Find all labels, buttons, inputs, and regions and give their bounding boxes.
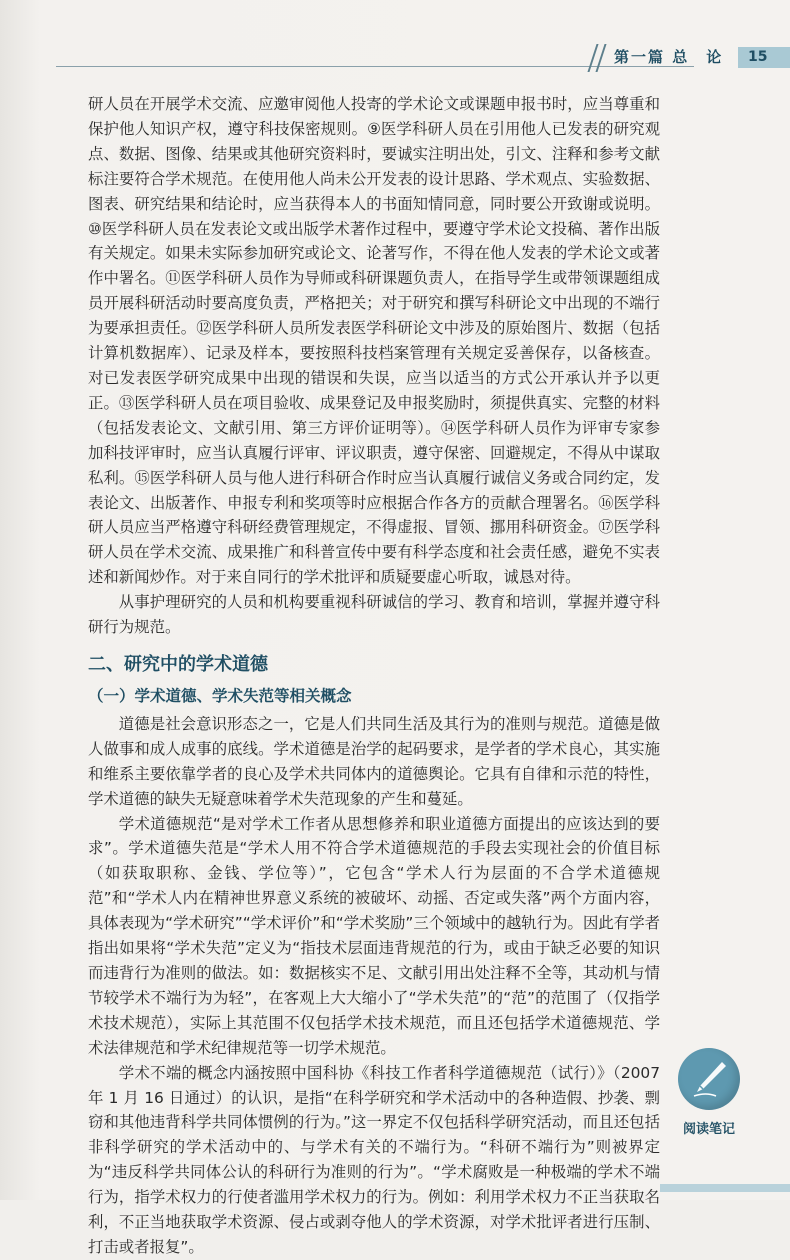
body-paragraph: 学术道德规范“是对学术工作者从思想修养和职业道德方面提出的应该达到的要求”。学术道德失范是“学术人用不符合学术道德规范的手段去实现社会的价值目标（如获取职称、金钱、学位等）”，它包含“学术人行为层面的不合学术道德规范”和“学术人内在精神世界意义系统的被破坏、动摇、否定或失落”两个方面内容，具体表现为“学术研究”“学术评价”和“学术奖励”三个领域中的越轨行为。因此有学者指出如果将“学术失范”定义为“指技术层面违背规范的行为，或由于缺乏必要的知识而违背行为准则的做法。如：数据核实不足、文献引用出处注释不全等，其动机与情节较学术不端行为为轻”，在客观上大大缩小了“学术失范”的“范”的范围了（仅指学术技术规范），实际上其范围不仅包括学术技术规范，而且还包括学术道德规范、学术法律规范和学术纪律规范等一切学术规范。 — [88, 814, 660, 1057]
body-paragraph: 道德是社会意识形态之一，它是人们共同生活及其行为的准则与规范。道德是做人做事和成人成事的底线。学术道德是治学的起码要求，是学者的学术良心，其实施和维系主要依靠学者的良心及学术共同体内的道德舆论。它具有自律和示范的特性，学术道德的缺失无疑意味着学术失范现象的产生和蔓延。 — [88, 714, 660, 808]
body-paragraph: 学术不端的概念内涵按照中国科协《科技工作者科学道德规范（试行）》（2007 年 1 月 16 日通过）的认识，是指“在科学研究和学术活动中的各种造假、抄袭、剽窃和其他违背科学共同体惯例的行为。”这一界定不仅包括科学研究活动，而且还包括非科学研究的学术活动中的、与学术有关的不端行为。“科研不端行为”则被界定为“违反科学共同体公认的科研行为准则的行为”。“学术腐败是一种极端的学术不端行为，指学术权力的行使者滥用学术权力的行为。例如：利用学术权力不正当获取名利，不正当地获取学术资源、侵占或剥夺他人的学术资源，对学术批评者进行压制、打击或者报复”。 — [88, 1063, 660, 1256]
body-paragraph: 从事护理研究的人员和机构要重视科研诚信的学习、教育和培训，掌握并遵守科研行为规范。 — [88, 593, 660, 637]
body-paragraph: 研人员在开展学术交流、应邀审阅他人投寄的学术论文或课题申报书时，应当尊重和保护他人知识产权，遵守科技保密规则。⑨医学科研人员在引用他人已发表的研究观点、数据、图像、结果或其他研究资料时，要诚实注明出处，引文、注释和参考文献标注要符合学术规范。在使用他人尚未公开发表的设计思路、学术观点、实验数据、图表、研究结果和结论时，应当获得本人的书面知情同意，同时要公开致谢或说明。⑩医学科研人员在发表论文或出版学术著作过程中，要遵守学术论文投稿、著作出版有关规定。如果未实际参加研究或论文、论著写作，不得在他人发表的学术论文或著作中署名。⑪医学科研人员作为导师或科研课题负责人，在指导学生或带领课题组成员开展科研活动时要高度负责，严格把关；对于研究和撰写科研论文中出现的不端行为要承担责任。⑫医学科研人员所发表医学科研论文中涉及的原始图片、数据（包括计算机数据库）、记录及样本，要按照科技档案管理有关规定妥善保存，以备核查。对已发表医学研究成果中出现的错误和失误，应当以适当的方式公开承认并予以更正。⑬医学科研人员在项目验收、成果登记及申报奖励时，须提供真实、完整的材料（包括发表论文、文献引用、第三方评价证明等）。⑭医学科研人员作为评审专家参加科技评审时，应当认真履行评审、评议职责，遵守保密、回避规定，不得从中谋取私利。⑮医学科研人员与他人进行科研合作时应当认真履行诚信义务或合同约定，发表论文、出版著作、申报专利和奖项等时应根据合作各方的贡献合理署名。⑯医学科研人员应当严格遵守科研经费管理规定，不得虚报、冒领、挪用科研资金。⑰医学科研人员在学术交流、成果推广和科普宣传中要有科学态度和社会责任感，避免不实表述和新闻炒作。对于来自同行的学术批评和质疑要虚心听取，诚恳对待。 — [88, 95, 660, 587]
reading-notes-label: 阅读笔记 — [682, 1122, 735, 1137]
subsection-heading: （一）学术道德、学术失范等相关概念 — [88, 686, 352, 705]
page-number: 15 — [738, 47, 790, 68]
pen-nib-icon — [678, 1048, 740, 1110]
page-body — [88, 92, 660, 1260]
chapter-title: 第一篇 总 论 — [614, 48, 724, 66]
footer-accent-bar — [660, 1184, 790, 1192]
section-heading: 二、研究中的学术道德 — [88, 653, 268, 675]
running-header — [0, 38, 790, 74]
reading-notes-marker — [668, 1048, 750, 1137]
